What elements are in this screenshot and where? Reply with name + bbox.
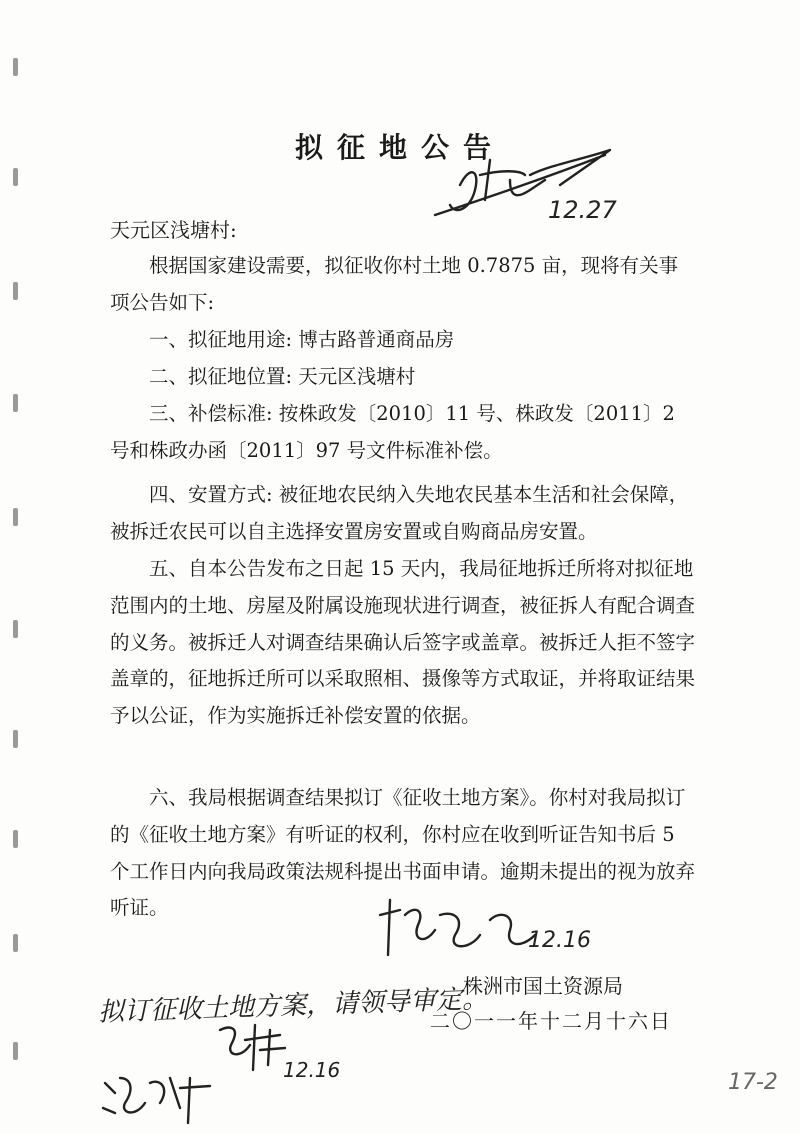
binder-hole bbox=[13, 168, 18, 186]
binder-hole bbox=[13, 508, 18, 526]
binder-hole bbox=[13, 730, 18, 748]
signature-bottom-left bbox=[100, 1068, 220, 1128]
issue-date: 二〇一一年十二月十六日 bbox=[430, 1009, 672, 1033]
paragraph-item-2: 二、拟征地位置: 天元区浅塘村 bbox=[149, 365, 416, 388]
signature-bottom bbox=[210, 1015, 290, 1075]
handwritten-date-bottom: 12.16 bbox=[283, 1058, 341, 1082]
paragraph-item-4: 四、安置方式: 被征地农民纳入失地农民基本生活和社会保障，被拆迁农民可以自主选择安置房安置或自购商品房安置。 bbox=[110, 483, 689, 543]
binder-hole bbox=[13, 830, 18, 848]
salutation: 天元区浅塘村: bbox=[110, 218, 237, 242]
handwritten-instruction: 拟订征收土地方案，请领导审定。 bbox=[97, 984, 489, 1028]
paragraph-item-5: 五、自本公告发布之日起 15 天内，我局征地拆迁所将对拟征地范围内的土地、房屋及附属设施现状进行调查，被征拆人有配合调查的义务。被拆迁人对调查结果确认后签字或盖章。被拆迁人拒不签字盖章的，征地拆迁所可以采取照相、摄像等方式取证，并将取证结果予以公证，作为实施拆迁补偿安置的依据。 bbox=[110, 557, 696, 728]
handwritten-date-top: 12.27 bbox=[548, 196, 617, 224]
paragraph-item-6: 六、我局根据调查结果拟订《征收土地方案》。你村对我局拟订的《征收土地方案》有听证的权利，你村应在收到听证告知书后 5 个工作日内向我局政策法规科提出书面申请。逾期未提出的视为放弃听证。 bbox=[110, 786, 696, 920]
binder-hole bbox=[13, 58, 18, 76]
document-title: 拟征地公告 bbox=[294, 131, 505, 164]
signature-middle bbox=[370, 895, 550, 965]
paragraph-intro: 根据国家建设需要，拟征收你村土地 0.7875 亩，现将有关事项公告如下: bbox=[110, 254, 679, 314]
paragraph-item-1: 一、拟征地用途: 博古路普通商品房 bbox=[149, 328, 455, 351]
binder-hole bbox=[13, 1042, 18, 1060]
binder-hole bbox=[13, 394, 18, 412]
binder-hole bbox=[13, 934, 18, 952]
binder-hole bbox=[13, 282, 18, 300]
issuer-name: 株洲市国土资源局 bbox=[463, 974, 623, 998]
binder-hole bbox=[13, 620, 18, 638]
paragraph-item-3: 三、补偿标准: 按株政发〔2010〕11 号、株政发〔2011〕2 号和株政办函〔2011〕97 号文件标准补偿。 bbox=[110, 402, 675, 462]
handwritten-date-middle: 12.16 bbox=[528, 928, 591, 953]
page-number: 17-2 bbox=[728, 1070, 778, 1095]
